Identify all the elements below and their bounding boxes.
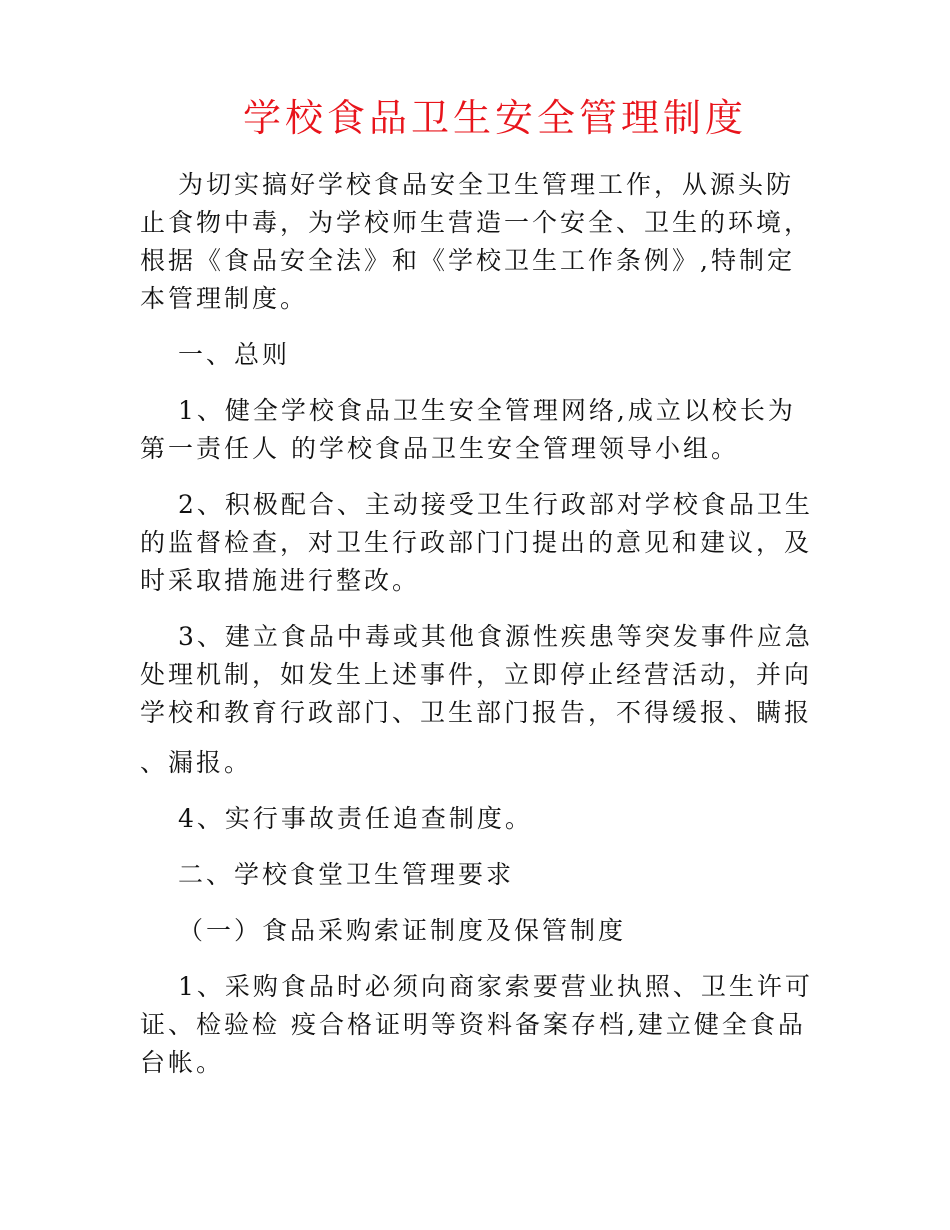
rule-line: 第一责任人 的学校食品卫生安全管理领导小组。 — [140, 434, 739, 463]
rule-line: 、漏报。 — [140, 748, 253, 777]
section-heading: 二、学校食堂卫生管理要求 — [178, 860, 515, 889]
intro-line: 根据《食品安全法》和《学校卫生工作条例》,特制定 — [140, 246, 795, 275]
document-title: 学校食品卫生安全管理制度 — [242, 96, 747, 140]
intro-line: 为切实搞好学校食品安全卫生管理工作，从源头防 — [178, 170, 795, 199]
rule-line: 1、采购食品时必须向商家索要营业执照、卫生许可 — [178, 972, 813, 1001]
rule-item: 4、实行事故责任追查制度。 — [178, 804, 533, 833]
rule-line: 1、健全学校食品卫生安全管理网络,成立以校长为 — [178, 396, 796, 425]
rule-item — [140, 392, 830, 468]
section-heading: 一、总则 — [178, 340, 291, 369]
intro-line: 止食物中毒，为学校师生营造一个安全、卫生的环境， — [140, 208, 813, 237]
rule-line: 处理机制，如发生上述事件，立即停止经营活动，并向 — [140, 660, 813, 689]
rule-line: 证、检验检 疫合格证明等资料备案存档,建立健全食品 — [140, 1010, 806, 1039]
document-body — [140, 166, 830, 1100]
rule-line: 2、积极配合、主动接受卫生行政部对学校食品卫生 — [178, 490, 813, 519]
rule-item — [140, 486, 830, 600]
subsection-heading: （一）食品采购索证制度及保管制度 — [178, 916, 627, 945]
rule-line: 的监督检查，对卫生行政部门门提出的意见和建议，及 — [140, 528, 813, 557]
rule-line: 学校和教育行政部门、卫生部门报告，不得缓报、瞒报 — [140, 698, 813, 727]
rule-line: 台帐。 — [140, 1048, 225, 1077]
rule-item — [140, 618, 830, 782]
rule-line: 时采取措施进行整改。 — [140, 566, 421, 595]
intro-line: 本管理制度。 — [140, 284, 309, 313]
rule-item — [140, 968, 830, 1082]
intro-paragraph — [140, 166, 830, 318]
rule-line: 3、建立食品中毒或其他食源性疾患等突发事件应急 — [178, 622, 813, 651]
